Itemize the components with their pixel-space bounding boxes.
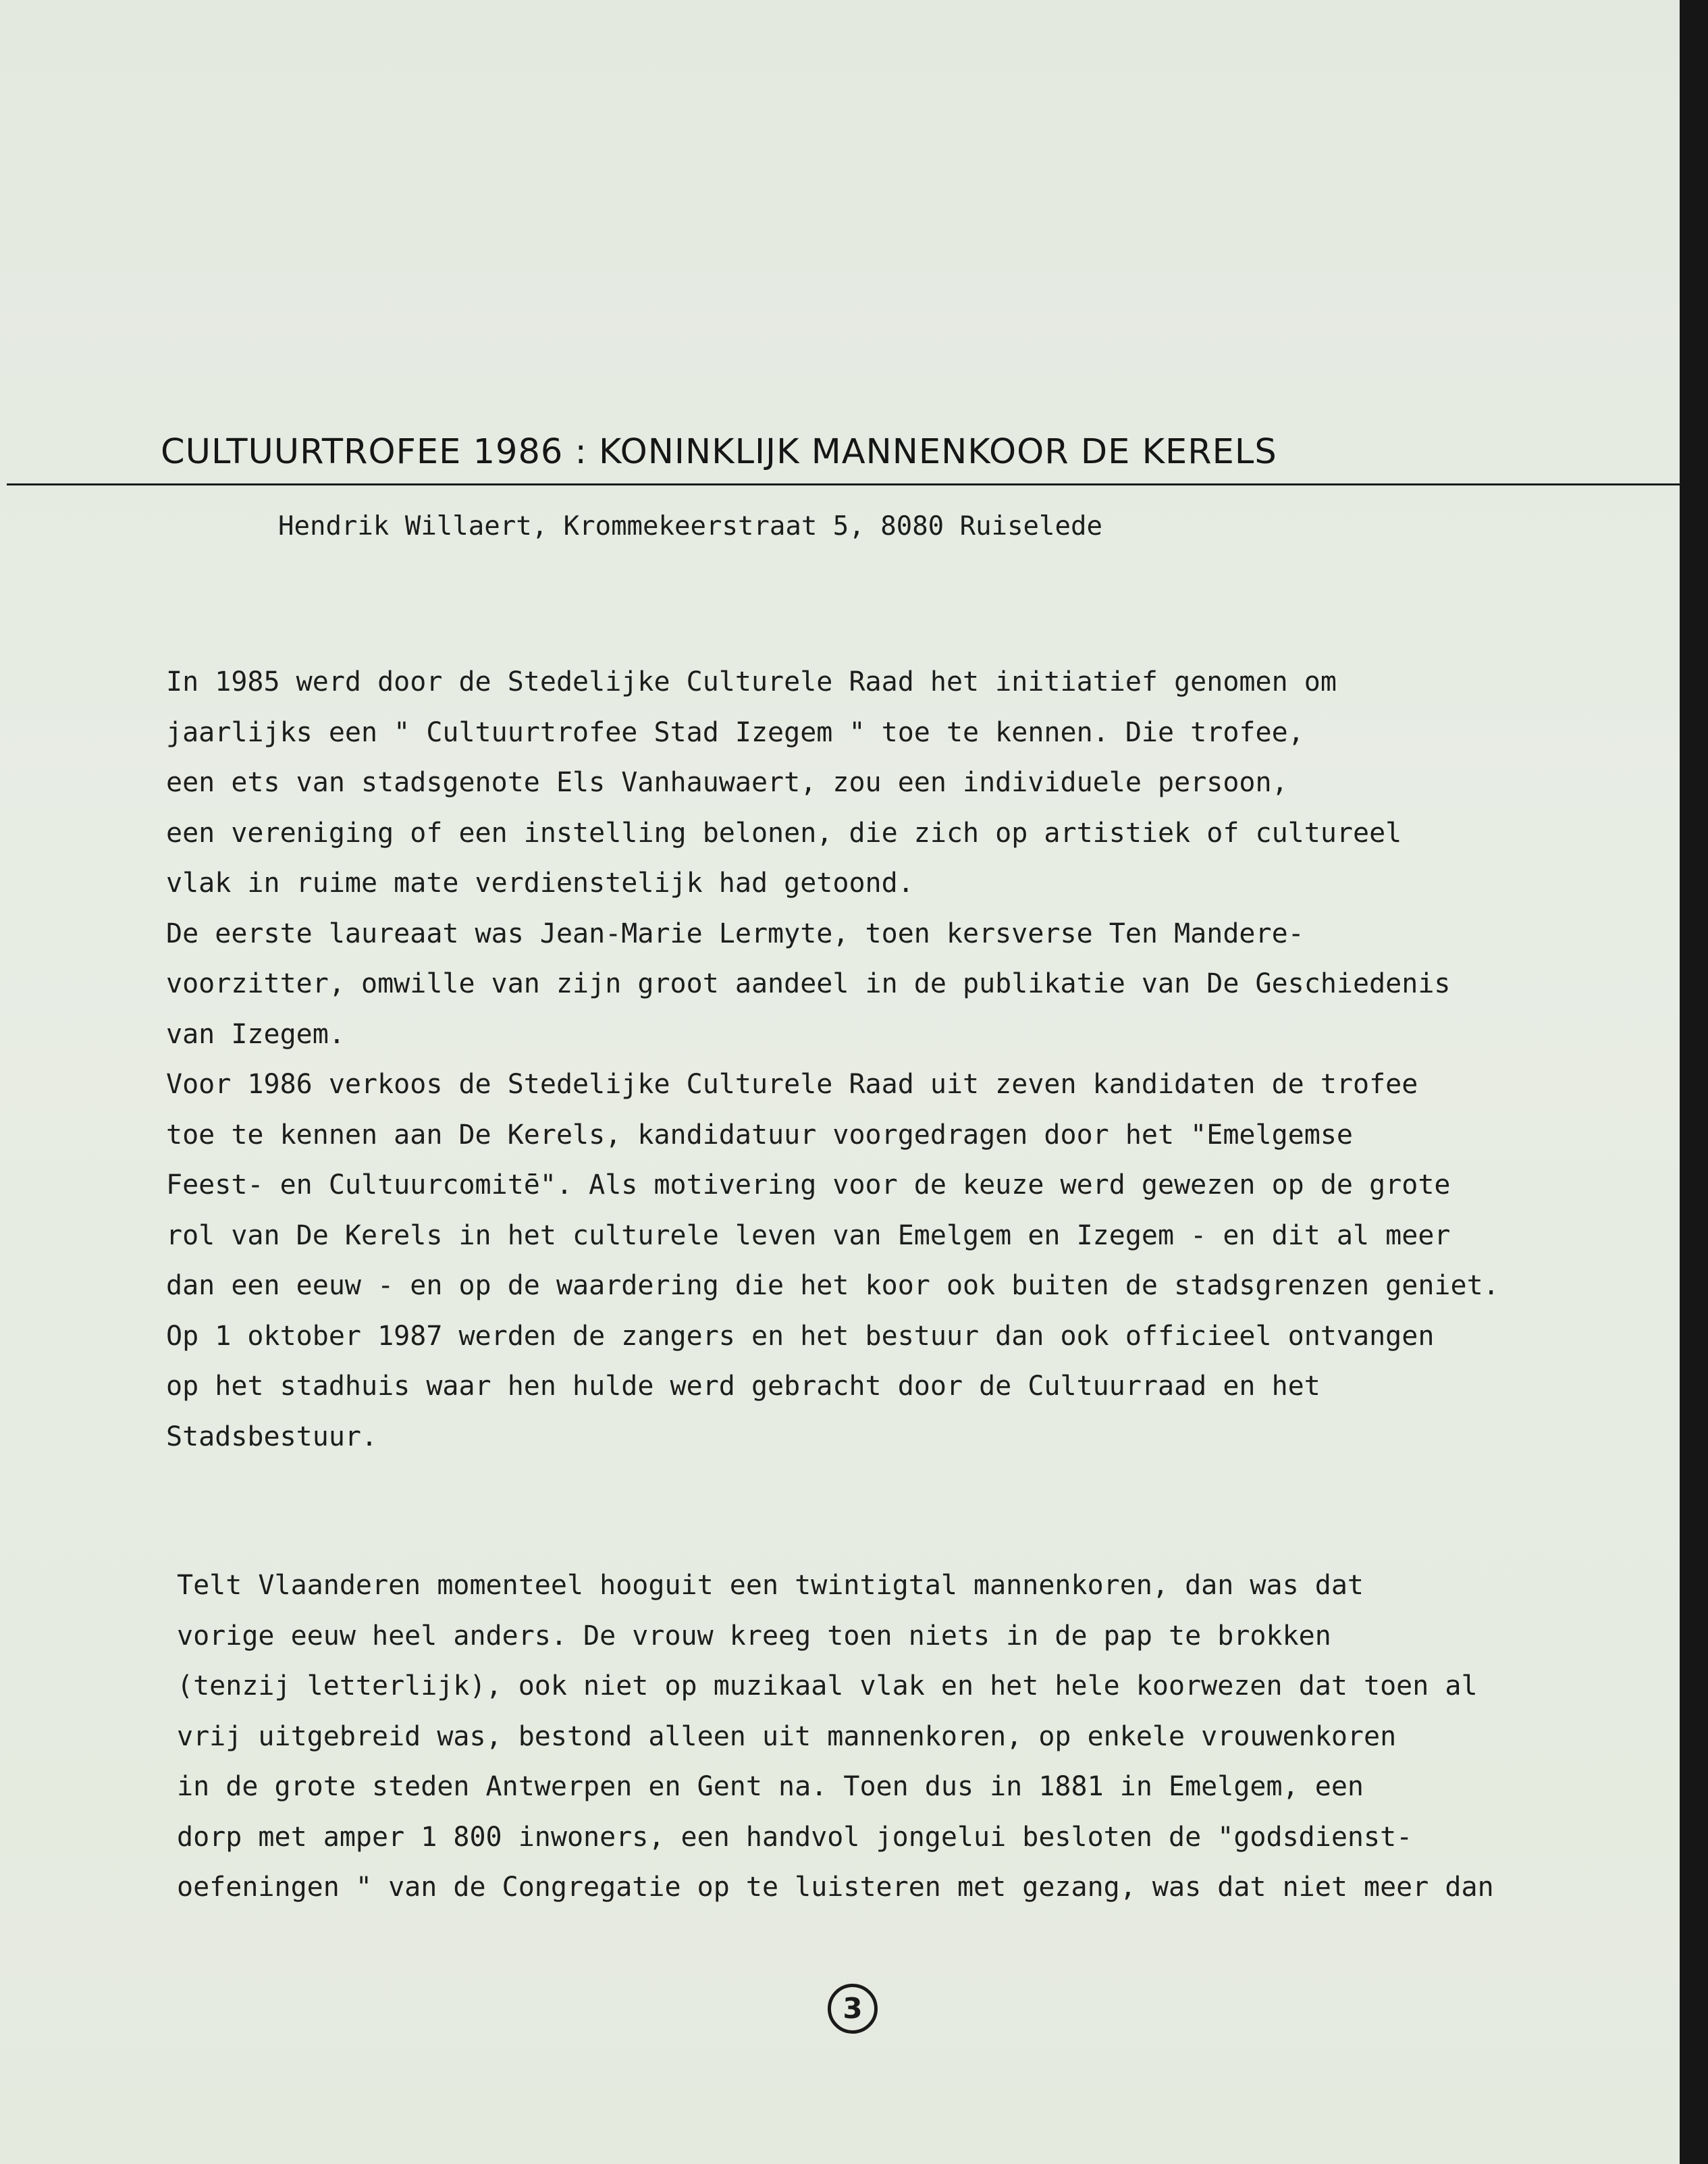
text-line: een ets van stadsgenote Els Vanhauwaert, zou een individuele persoon, [166,767,1288,798]
page-number-badge: 3 [828,1984,878,2034]
scan-edge-shadow [1680,0,1708,2164]
text-line: De eerste laureaat was Jean-Marie Lermyte, toen kersverse Ten Mandere- [166,918,1304,949]
author-byline: Hendrik Willaert, Krommekeerstraat 5, 8080 Ruiselede [278,511,1102,542]
text-line: vlak in ruime mate verdienstelijk had getoond. [166,868,914,899]
text-line: dan een eeuw - en op de waardering die het koor ook buiten de stadsgrenzen geniet. [166,1270,1499,1301]
text-line: (tenzij letterlijk), ook niet op muzikaal vlak en het hele koorwezen dat toen al [177,1670,1478,1701]
text-line: vrij uitgebreid was, bestond alleen uit mannenkoren, op enkele vrouwenkoren [177,1720,1397,1752]
text-line: Stadsbestuur. [166,1421,378,1452]
text-line: voorzitter, omwille van zijn groot aandeel in de publikatie van De Geschiedenis [166,968,1451,999]
text-line: Voor 1986 verkoos de Stedelijke Culturele Raad uit zeven kandidaten de trofee [166,1069,1418,1100]
article-title: CULTUURTROFEE 1986 : KONINKLIJK MANNENKOOR DE KERELS [161,432,1277,472]
text-line: toe te kennen aan De Kerels, kandidatuur voorgedragen door het "Emelgemse [166,1119,1353,1151]
title-underline [7,483,1681,485]
paragraph-2 [177,1560,1494,1913]
text-line: vorige eeuw heel anders. De vrouw kreeg toen niets in de pap te brokken [177,1620,1331,1652]
text-line: oefeningen " van de Congregatie op te luisteren met gezang, was dat niet meer dan [177,1872,1494,1903]
text-line: van Izegem. [166,1018,345,1050]
text-line: jaarlijks een " Cultuurtrofee Stad Izegem " toe te kennen. Die trofee, [166,716,1304,748]
text-line: in de grote steden Antwerpen en Gent na. Toen dus in 1881 in Emelgem, een [177,1771,1364,1802]
text-line: Feest- en Cultuurcomitē". Als motivering voor de keuze werd gewezen op de grote [166,1169,1451,1200]
text-line: op het stadhuis waar hen hulde werd gebracht door de Cultuurraad en het [166,1371,1320,1402]
text-line: Telt Vlaanderen momenteel hooguit een twintigtal mannenkoren, dan was dat [177,1570,1364,1601]
text-line: Op 1 oktober 1987 werden de zangers en het bestuur dan ook officieel ontvangen [166,1320,1435,1352]
text-line: dorp met amper 1 800 inwoners, een handvol jongelui besloten de "godsdienst- [177,1821,1413,1853]
text-line: In 1985 werd door de Stedelijke Culturele Raad het initiatief genomen om [166,666,1337,697]
text-line: rol van De Kerels in het culturele leven van Emelgem en Izegem - en dit al meer [166,1219,1451,1251]
paragraph-1 [166,657,1499,1462]
text-line: een vereniging of een instelling belonen, die zich op artistiek of cultureel [166,817,1402,849]
